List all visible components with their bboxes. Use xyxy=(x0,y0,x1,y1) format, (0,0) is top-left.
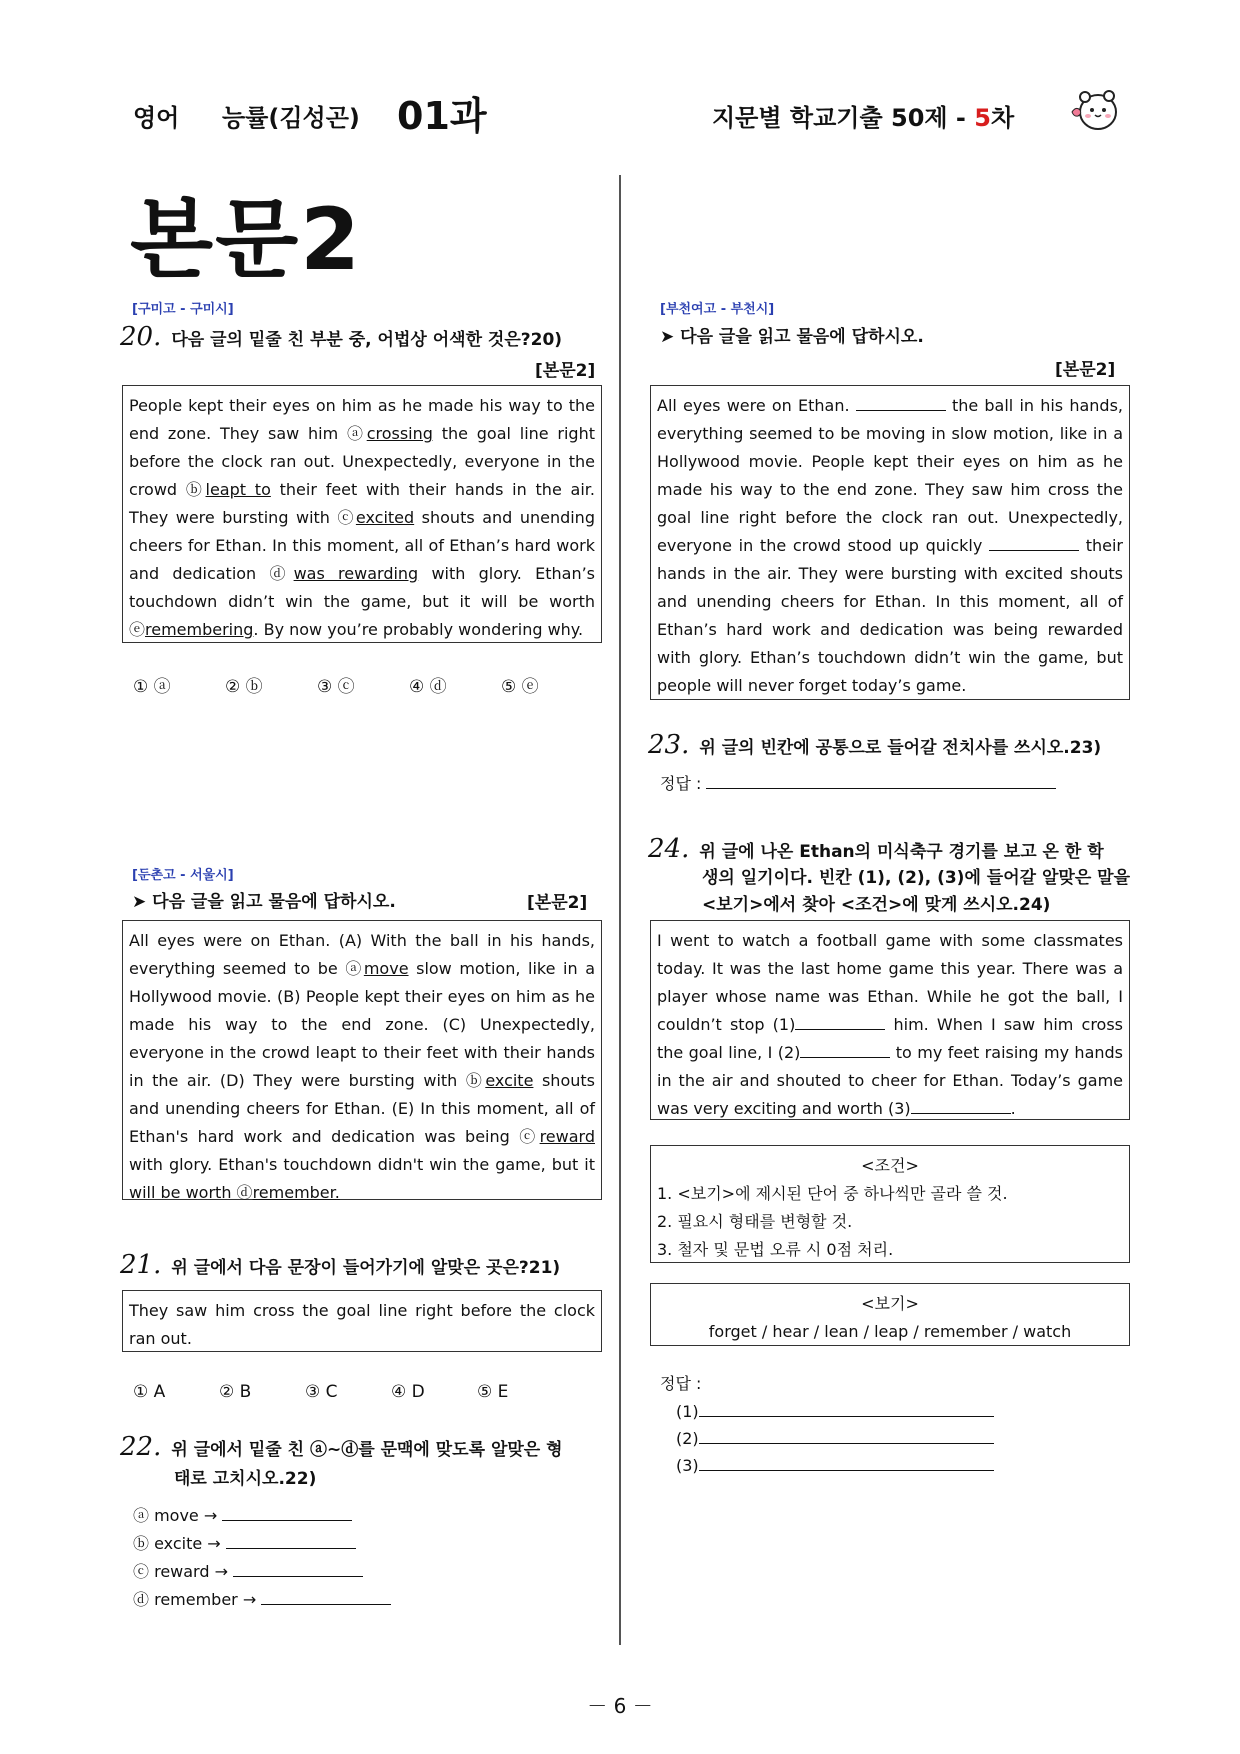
q24-answer-field-1[interactable] xyxy=(699,1402,994,1417)
q24-text-line1: 위 글에 나온 Ethan의 미식축구 경기를 보고 온 한 학 xyxy=(699,842,1104,862)
group2-tag: [본문2] xyxy=(527,893,588,913)
group3-blank-2[interactable] xyxy=(989,536,1079,551)
q20-option[interactable]: ② ⓑ xyxy=(225,677,263,697)
group3-tag: [본문2] xyxy=(1055,360,1116,380)
publisher: 능률(김성곤) xyxy=(222,104,360,132)
series-title-text: 지문별 학교기출 50제 - xyxy=(712,104,966,132)
q24-answer-label: 정답 : xyxy=(660,1374,702,1393)
q24-conditions-box xyxy=(650,1145,1130,1263)
q20-question xyxy=(120,322,562,352)
q24-answer-1: (1) xyxy=(676,1398,994,1426)
bear-mascot-icon xyxy=(1068,86,1124,134)
q22-item-b: ⓑ excite → xyxy=(133,1530,356,1558)
q21-option[interactable]: ③ C xyxy=(305,1382,338,1402)
q24-text-line3: <보기>에서 찾아 <조건>에 맞게 쓰시오.24) xyxy=(702,895,1051,915)
q24-bogi-box xyxy=(650,1283,1130,1346)
group3-source: [부천여고 - 부천시] xyxy=(660,302,775,317)
q21-sentence-box xyxy=(122,1290,602,1352)
q21-option[interactable]: ② B xyxy=(219,1382,252,1402)
q20-text: 다음 글의 밑줄 친 부분 중, 어법상 어색한 것은?20) xyxy=(171,330,563,350)
q24-answer-field-2[interactable] xyxy=(699,1429,994,1444)
condition-item: 2. 필요시 형태를 변형할 것. xyxy=(657,1212,853,1231)
section-title: 본문2 xyxy=(130,190,362,290)
q21-question xyxy=(120,1250,560,1280)
q24-diary: I went to watch a football game with some classmates today. It was the last home game this year. There was a player whose name was Ethan. While he got the ball, I couldn’t stop (1) him. When I saw him cross the goal line, I (2) to my feet raising my hands in the air and shouted to cheer for Ethan. Today’s game was very exciting and worth (3) . xyxy=(650,920,1130,1120)
subject: 영어 xyxy=(133,104,180,132)
q23-answer-field[interactable] xyxy=(706,774,1056,789)
q24-number: 24. xyxy=(648,834,690,864)
q23-answer xyxy=(660,770,1056,798)
q21-options xyxy=(133,1382,563,1402)
q22-item-a: ⓐ move → xyxy=(133,1502,352,1530)
condition-item: 1. <보기>에 제시된 단어 중 하나씩만 골라 쓸 것. xyxy=(657,1184,1008,1203)
q22-answer-b[interactable] xyxy=(226,1534,356,1549)
q23-question xyxy=(648,730,1101,760)
q24-answer-3: (3) xyxy=(676,1452,994,1480)
series-title xyxy=(712,98,1014,133)
bogi-title: <보기> xyxy=(861,1294,919,1313)
series-round: 5 xyxy=(974,104,991,132)
q23-answer-label: 정답 : xyxy=(660,774,702,793)
q20-tag: [본문2] xyxy=(535,361,596,381)
bogi-words: forget / hear / lean / leap / remember / watch xyxy=(708,1322,1072,1341)
condition-item: 3. 철자 및 문법 오류 시 0점 처리. xyxy=(657,1240,894,1259)
q22-answer-d[interactable] xyxy=(261,1590,391,1605)
q20-passage: People kept their eyes on him as he made his way to the end zone. They saw him ⓐcrossing the goal line right before the clock ran out. Unexpectedly, everyone in the crowd ⓑleapt to their feet with their hands in the air. They were bursting with ⓒexcited shouts and unending cheers for Ethan. In this moment, all of Ethan’s hard work and dedication ⓓwas rewarding with glory. Ethan’s touchdown didn’t win the game, but it will be worth ⓔremembering. By now you’re probably wondering why. xyxy=(122,385,602,643)
q21-sentence: They saw him cross the goal line right before the clock ran out. xyxy=(129,1301,595,1348)
q22-item-d: ⓓ remember → xyxy=(133,1586,391,1614)
q23-number: 23. xyxy=(648,730,690,760)
q20-number: 20. xyxy=(120,322,162,352)
q24-text-line2: 생의 일기이다. 빈칸 (1), (2), (3)에 들어갈 알맞은 말을 xyxy=(702,868,1130,888)
q24-blank-3[interactable] xyxy=(911,1099,1011,1114)
column-divider xyxy=(619,175,621,1645)
q21-option[interactable]: ④ D xyxy=(391,1382,425,1402)
page-number: － 6 － xyxy=(587,1694,653,1718)
q21-number: 21. xyxy=(120,1250,162,1280)
conditions-title: <조건> xyxy=(861,1156,919,1175)
q22-number: 22. xyxy=(120,1432,162,1462)
series-suffix: 차 xyxy=(990,104,1015,132)
q24-question xyxy=(648,834,1104,864)
group3-instruction: ➤ 다음 글을 읽고 물음에 답하시오. xyxy=(660,327,924,347)
q20-options xyxy=(133,672,593,697)
q22-answer-c[interactable] xyxy=(233,1562,363,1577)
q24-answer-field-3[interactable] xyxy=(699,1456,994,1471)
q22-item-c: ⓒ reward → xyxy=(133,1558,363,1586)
group3-passage: All eyes were on Ethan. the ball in his hands, everything seemed to be moving in slow motion, like in a Hollywood movie. People kept their eyes on him as he made his way to the end zone. They saw him cross the goal line right before the clock ran out. Unexpectedly, everyone in the crowd stood up quickly their hands in the air. They were bursting with excited shouts and unending cheers for Ethan. In this moment, all of Ethan’s hard work and dedication was being rewarded with glory. Ethan’s touchdown didn’t win the game, but people will never forget today’s game. xyxy=(650,385,1130,700)
group2-passage: All eyes were on Ethan. (A) With the ball in his hands, everything seemed to be ⓐmove slow motion, like in a Hollywood movie. (B) People kept their eyes on him as he made his way to the end zone. (C) Unexpectedly, everyone in the crowd leapt to their feet with their hands in the air. (D) They were bursting with ⓑexcite shouts and unending cheers for Ethan. (E) In this moment, all of Ethan's hard work and dedication was being ⓒreward with glory. Ethan's touchdown didn't win the game, but it will be worth ⓓremember. xyxy=(122,920,602,1200)
q21-option[interactable]: ① A xyxy=(133,1382,166,1402)
q24-answer-2: (2) xyxy=(676,1425,994,1453)
q20-option[interactable]: ③ ⓒ xyxy=(317,677,355,697)
q22-text-line2: 태로 고치시오.22) xyxy=(174,1469,317,1489)
q21-option[interactable]: ⑤ E xyxy=(477,1382,509,1402)
group3-blank-1[interactable] xyxy=(856,396,946,411)
q20-source: [구미고 - 구미시] xyxy=(132,302,234,317)
q24-blank-1[interactable] xyxy=(795,1015,885,1030)
q22-text-line1: 위 글에서 밑줄 친 ⓐ~ⓓ를 문맥에 맞도록 알맞은 형 xyxy=(171,1440,563,1460)
q22-answer-a[interactable] xyxy=(222,1506,352,1521)
q20-option[interactable]: ⑤ ⓔ xyxy=(501,677,539,697)
q21-text: 위 글에서 다음 문장이 들어가기에 알맞은 곳은?21) xyxy=(171,1258,561,1278)
group2-source: [둔촌고 - 서울시] xyxy=(132,868,234,883)
q20-option[interactable]: ① ⓐ xyxy=(133,677,171,697)
lesson-number: 01과 xyxy=(397,94,487,138)
group2-instruction: ➤ 다음 글을 읽고 물음에 답하시오. xyxy=(132,892,396,912)
q23-text: 위 글의 빈칸에 공통으로 들어갈 전치사를 쓰시오.23) xyxy=(699,738,1102,758)
q24-blank-2[interactable] xyxy=(800,1043,890,1058)
q22-question xyxy=(120,1432,563,1462)
q20-option[interactable]: ④ ⓓ xyxy=(409,677,447,697)
